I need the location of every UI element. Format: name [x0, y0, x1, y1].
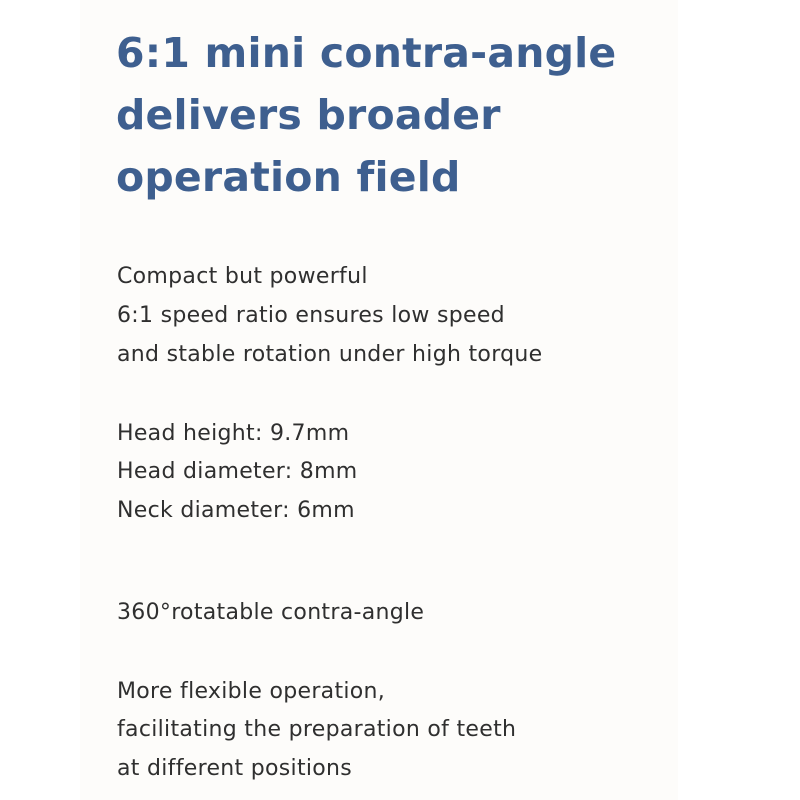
- description-line-2: 6:1 speed ratio ensures low speed: [117, 303, 505, 328]
- feature-title: 360°rotatable contra-angle: [117, 600, 425, 625]
- spec-neck-diameter: Neck diameter: 6mm: [117, 498, 355, 523]
- title-line-1: 6:1 mini contra-angle: [116, 29, 617, 77]
- description-line-3: and stable rotation under high torque: [117, 342, 543, 367]
- title-line-2: delivers broader: [116, 91, 501, 139]
- spec-head-diameter: Head diameter: 8mm: [117, 459, 358, 484]
- feature-line-2: facilitating the preparation of teeth: [117, 717, 517, 742]
- spec-head-height: Head height: 9.7mm: [117, 421, 350, 446]
- page-title: [116, 22, 616, 208]
- feature-line-1: More flexible operation,: [117, 679, 386, 704]
- title-line-3: operation field: [116, 153, 461, 201]
- description-line-1: Compact but powerful: [117, 264, 368, 289]
- feature-line-3: at different positions: [117, 756, 353, 781]
